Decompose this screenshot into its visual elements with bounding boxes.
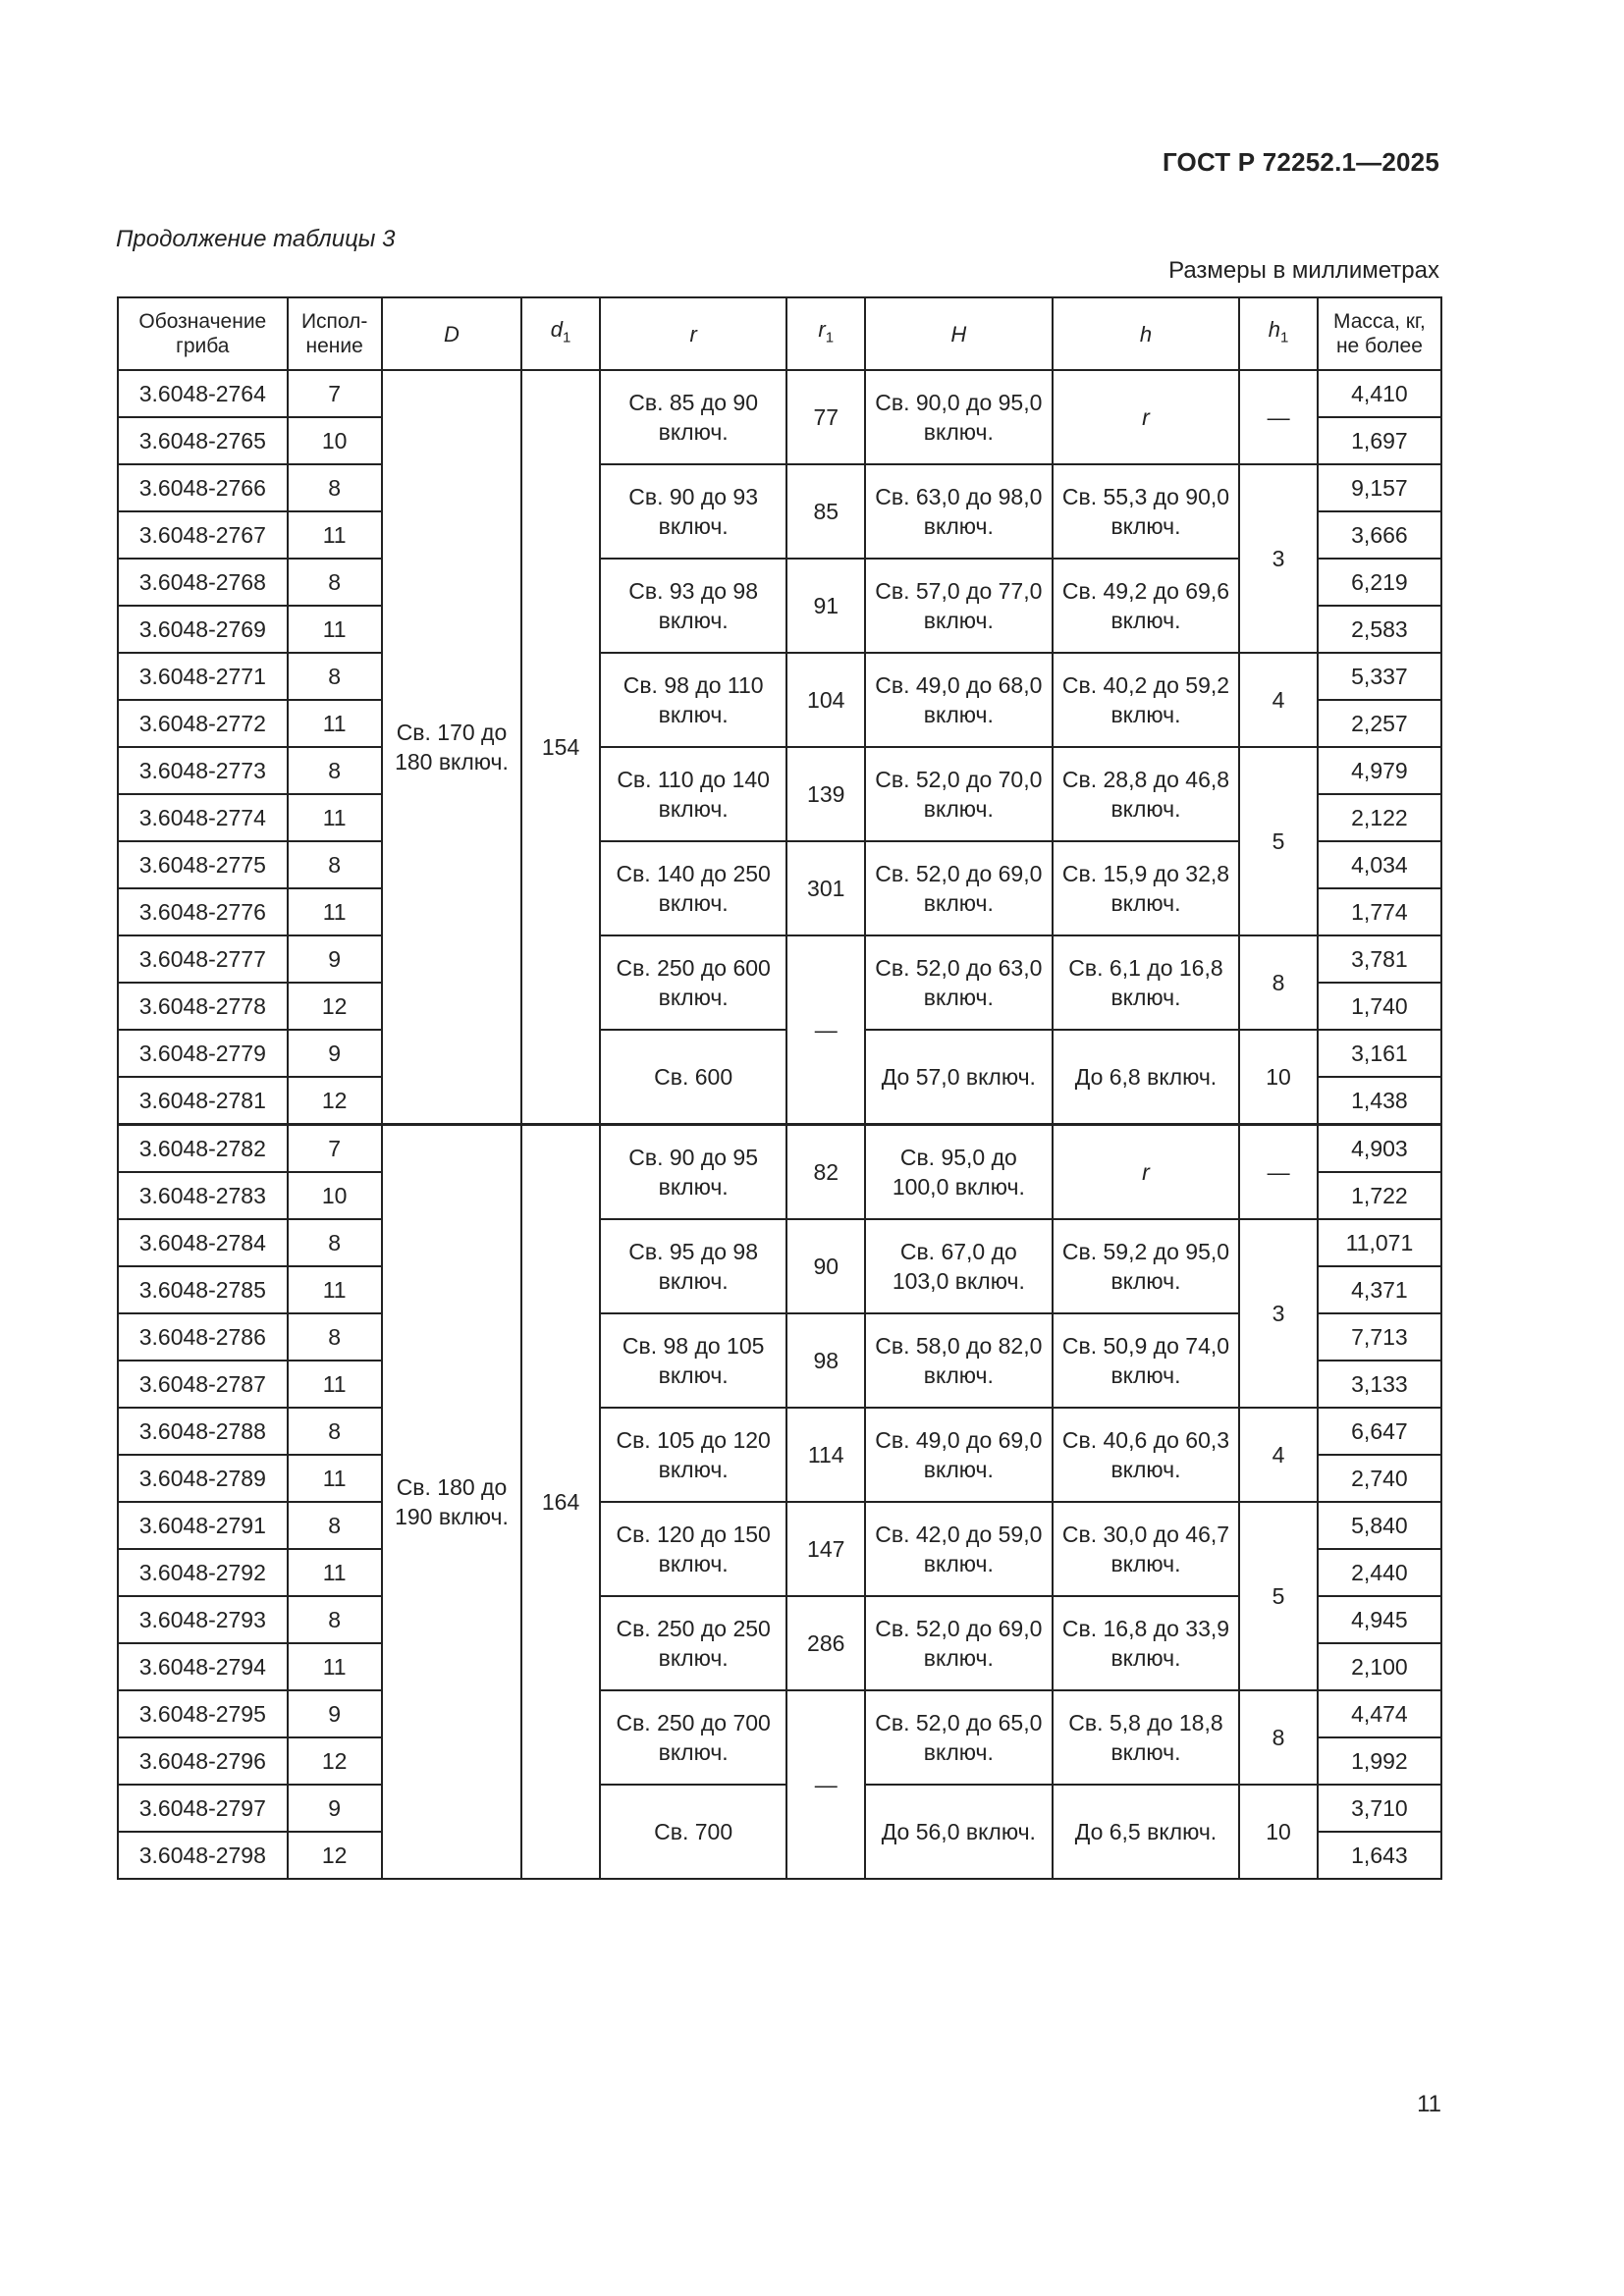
- cell-version: 10: [288, 1172, 382, 1219]
- table-row: [118, 464, 1441, 511]
- table-row: [118, 935, 1441, 983]
- cell-r: Св. 90 до 93 включ.: [600, 464, 787, 559]
- cell-version: 11: [288, 1266, 382, 1313]
- table-row: [118, 1502, 1441, 1549]
- cell-r1: 147: [786, 1502, 865, 1596]
- cell-h1: 4: [1239, 1408, 1318, 1502]
- cell-designation: 3.6048-2797: [118, 1785, 288, 1832]
- cell-h1: 3: [1239, 1219, 1318, 1408]
- cell-r1: —: [786, 1690, 865, 1879]
- cell-h: Св. 6,1 до 16,8 включ.: [1053, 935, 1240, 1030]
- cell-version: 11: [288, 1455, 382, 1502]
- table-row: [118, 747, 1441, 794]
- cell-mass: 5,337: [1318, 653, 1441, 700]
- col-h: h: [1053, 297, 1240, 370]
- table-row: [118, 1690, 1441, 1737]
- cell-designation: 3.6048-2777: [118, 935, 288, 983]
- cell-version: 8: [288, 1502, 382, 1549]
- table-caption: Продолжение таблицы 3: [116, 226, 396, 252]
- table-row: [118, 370, 1441, 417]
- cell-version: 11: [288, 1549, 382, 1596]
- col-r1-letter: r: [818, 317, 826, 343]
- cell-mass: 1,740: [1318, 983, 1441, 1030]
- cell-version: 11: [288, 606, 382, 653]
- cell-designation: 3.6048-2793: [118, 1596, 288, 1643]
- cell-designation: 3.6048-2788: [118, 1408, 288, 1455]
- cell-mass: 9,157: [1318, 464, 1441, 511]
- cell-version: 8: [288, 1408, 382, 1455]
- cell-h1: 4: [1239, 653, 1318, 747]
- cell-designation: 3.6048-2792: [118, 1549, 288, 1596]
- cell-H: Св. 67,0 до 103,0 включ.: [865, 1219, 1053, 1313]
- cell-designation: 3.6048-2784: [118, 1219, 288, 1266]
- cell-r: Св. 105 до 120 включ.: [600, 1408, 787, 1502]
- cell-version: 9: [288, 1690, 382, 1737]
- cell-mass: 1,643: [1318, 1832, 1441, 1879]
- cell-h1: 5: [1239, 1502, 1318, 1690]
- cell-version: 9: [288, 1785, 382, 1832]
- cell-H: Св. 52,0 до 69,0 включ.: [865, 1596, 1053, 1690]
- cell-designation: 3.6048-2776: [118, 888, 288, 935]
- cell-designation: 3.6048-2791: [118, 1502, 288, 1549]
- cell-r: Св. 250 до 250 включ.: [600, 1596, 787, 1690]
- cell-r1: 90: [786, 1219, 865, 1313]
- cell-D: Св. 170 до 180 включ.: [382, 370, 522, 1125]
- cell-version: 11: [288, 794, 382, 841]
- cell-designation: 3.6048-2796: [118, 1737, 288, 1785]
- col-d1-letter: d: [550, 317, 563, 343]
- cell-version: 11: [288, 511, 382, 559]
- cell-designation: 3.6048-2764: [118, 370, 288, 417]
- cell-h: Св. 16,8 до 33,9 включ.: [1053, 1596, 1240, 1690]
- cell-r: Св. 90 до 95 включ.: [600, 1125, 787, 1220]
- cell-designation: 3.6048-2783: [118, 1172, 288, 1219]
- cell-version: 8: [288, 1219, 382, 1266]
- table-row: [118, 1408, 1441, 1455]
- cell-h: Св. 55,3 до 90,0 включ.: [1053, 464, 1240, 559]
- cell-mass: 3,133: [1318, 1361, 1441, 1408]
- cell-version: 9: [288, 935, 382, 983]
- cell-H: Св. 52,0 до 65,0 включ.: [865, 1690, 1053, 1785]
- cell-r1: 82: [786, 1125, 865, 1220]
- cell-version: 7: [288, 1125, 382, 1173]
- cell-mass: 6,647: [1318, 1408, 1441, 1455]
- cell-r: Св. 120 до 150 включ.: [600, 1502, 787, 1596]
- cell-r1: 286: [786, 1596, 865, 1690]
- table-row: [118, 1219, 1441, 1266]
- cell-version: 12: [288, 983, 382, 1030]
- cell-designation: 3.6048-2769: [118, 606, 288, 653]
- cell-r: Св. 600: [600, 1030, 787, 1125]
- cell-r1: 85: [786, 464, 865, 559]
- cell-r1: 139: [786, 747, 865, 841]
- cell-H: Св. 49,0 до 69,0 включ.: [865, 1408, 1053, 1502]
- col-h1: [1239, 297, 1318, 370]
- cell-mass: 4,979: [1318, 747, 1441, 794]
- cell-h: r: [1053, 370, 1240, 464]
- cell-designation: 3.6048-2773: [118, 747, 288, 794]
- cell-version: 10: [288, 417, 382, 464]
- cell-r: Св. 98 до 110 включ.: [600, 653, 787, 747]
- cell-H: Св. 63,0 до 98,0 включ.: [865, 464, 1053, 559]
- cell-version: 8: [288, 841, 382, 888]
- table-header: [118, 297, 1441, 370]
- cell-mass: 3,161: [1318, 1030, 1441, 1077]
- cell-version: 8: [288, 464, 382, 511]
- cell-H: Св. 58,0 до 82,0 включ.: [865, 1313, 1053, 1408]
- cell-r: Св. 250 до 700 включ.: [600, 1690, 787, 1785]
- cell-r: Св. 93 до 98 включ.: [600, 559, 787, 653]
- cell-mass: 2,100: [1318, 1643, 1441, 1690]
- cell-version: 12: [288, 1832, 382, 1879]
- cell-r: Св. 98 до 105 включ.: [600, 1313, 787, 1408]
- cell-h1: —: [1239, 1125, 1318, 1220]
- cell-H: Св. 90,0 до 95,0 включ.: [865, 370, 1053, 464]
- cell-mass: 1,438: [1318, 1077, 1441, 1125]
- cell-h: Св. 15,9 до 32,8 включ.: [1053, 841, 1240, 935]
- cell-designation: 3.6048-2794: [118, 1643, 288, 1690]
- cell-designation: 3.6048-2765: [118, 417, 288, 464]
- cell-designation: 3.6048-2785: [118, 1266, 288, 1313]
- cell-r: Св. 110 до 140 включ.: [600, 747, 787, 841]
- cell-mass: 7,713: [1318, 1313, 1441, 1361]
- cell-mass: 2,740: [1318, 1455, 1441, 1502]
- table-body: [118, 370, 1441, 1879]
- col-D: D: [382, 297, 522, 370]
- cell-d1: 154: [521, 370, 600, 1125]
- cell-h1: 8: [1239, 1690, 1318, 1785]
- cell-version: 12: [288, 1737, 382, 1785]
- col-mass: Масса, кг, не более: [1318, 297, 1441, 370]
- cell-mass: 1,774: [1318, 888, 1441, 935]
- cell-r: Св. 700: [600, 1785, 787, 1879]
- col-r1-subscript: 1: [825, 329, 835, 347]
- cell-version: 7: [288, 370, 382, 417]
- cell-r1: 98: [786, 1313, 865, 1408]
- cell-designation: 3.6048-2772: [118, 700, 288, 747]
- cell-r1: 301: [786, 841, 865, 935]
- col-version: Испол-нение: [288, 297, 382, 370]
- cell-mass: 2,583: [1318, 606, 1441, 653]
- cell-designation: 3.6048-2789: [118, 1455, 288, 1502]
- cell-designation: 3.6048-2787: [118, 1361, 288, 1408]
- cell-h: Св. 40,2 до 59,2 включ.: [1053, 653, 1240, 747]
- cell-designation: 3.6048-2795: [118, 1690, 288, 1737]
- cell-h: Св. 49,2 до 69,6 включ.: [1053, 559, 1240, 653]
- cell-mass: 4,034: [1318, 841, 1441, 888]
- cell-mass: 5,840: [1318, 1502, 1441, 1549]
- cell-r1: 91: [786, 559, 865, 653]
- cell-mass: 3,781: [1318, 935, 1441, 983]
- cell-D: Св. 180 до 190 включ.: [382, 1125, 522, 1880]
- cell-designation: 3.6048-2798: [118, 1832, 288, 1879]
- cell-mass: 4,371: [1318, 1266, 1441, 1313]
- cell-H: До 57,0 включ.: [865, 1030, 1053, 1125]
- cell-H: Св. 95,0 до 100,0 включ.: [865, 1125, 1053, 1220]
- cell-r1: 77: [786, 370, 865, 464]
- cell-h: Св. 59,2 до 95,0 включ.: [1053, 1219, 1240, 1313]
- cell-mass: 2,440: [1318, 1549, 1441, 1596]
- table-row: [118, 1030, 1441, 1077]
- cell-h: r: [1053, 1125, 1240, 1220]
- col-designation: Обозначение гриба: [118, 297, 288, 370]
- col-r: r: [600, 297, 787, 370]
- cell-r1: 104: [786, 653, 865, 747]
- cell-version: 8: [288, 747, 382, 794]
- cell-h: Св. 50,9 до 74,0 включ.: [1053, 1313, 1240, 1408]
- cell-H: До 56,0 включ.: [865, 1785, 1053, 1879]
- page-number: 11: [1417, 2091, 1441, 2117]
- cell-designation: 3.6048-2766: [118, 464, 288, 511]
- cell-h1: 10: [1239, 1030, 1318, 1125]
- cell-designation: 3.6048-2767: [118, 511, 288, 559]
- cell-H: Св. 57,0 до 77,0 включ.: [865, 559, 1053, 653]
- cell-h: Св. 40,6 до 60,3 включ.: [1053, 1408, 1240, 1502]
- cell-version: 11: [288, 700, 382, 747]
- cell-mass: 2,122: [1318, 794, 1441, 841]
- cell-d1: 164: [521, 1125, 600, 1880]
- cell-designation: 3.6048-2781: [118, 1077, 288, 1125]
- cell-mass: 1,697: [1318, 417, 1441, 464]
- cell-designation: 3.6048-2778: [118, 983, 288, 1030]
- cell-mass: 3,666: [1318, 511, 1441, 559]
- cell-H: Св. 52,0 до 70,0 включ.: [865, 747, 1053, 841]
- cell-r: Св. 140 до 250 включ.: [600, 841, 787, 935]
- cell-designation: 3.6048-2768: [118, 559, 288, 606]
- table-row: [118, 1785, 1441, 1832]
- cell-H: Св. 52,0 до 63,0 включ.: [865, 935, 1053, 1030]
- table-row: [118, 1125, 1441, 1173]
- cell-h: Св. 5,8 до 18,8 включ.: [1053, 1690, 1240, 1785]
- cell-h: До 6,5 включ.: [1053, 1785, 1240, 1879]
- cell-h1: 3: [1239, 464, 1318, 653]
- specification-table: [117, 296, 1442, 1880]
- cell-designation: 3.6048-2771: [118, 653, 288, 700]
- cell-mass: 4,474: [1318, 1690, 1441, 1737]
- cell-version: 11: [288, 1643, 382, 1690]
- cell-h: Св. 30,0 до 46,7 включ.: [1053, 1502, 1240, 1596]
- cell-mass: 4,903: [1318, 1125, 1441, 1173]
- cell-h1: 5: [1239, 747, 1318, 935]
- cell-r1: 114: [786, 1408, 865, 1502]
- cell-h1: 10: [1239, 1785, 1318, 1879]
- cell-h1: —: [1239, 370, 1318, 464]
- cell-r: Св. 250 до 600 включ.: [600, 935, 787, 1030]
- cell-mass: 6,219: [1318, 559, 1441, 606]
- cell-version: 11: [288, 888, 382, 935]
- cell-h: До 6,8 включ.: [1053, 1030, 1240, 1125]
- cell-mass: 1,992: [1318, 1737, 1441, 1785]
- cell-r: Св. 95 до 98 включ.: [600, 1219, 787, 1313]
- table-row: [118, 653, 1441, 700]
- cell-H: Св. 49,0 до 68,0 включ.: [865, 653, 1053, 747]
- cell-version: 8: [288, 559, 382, 606]
- cell-mass: 4,410: [1318, 370, 1441, 417]
- cell-version: 8: [288, 1313, 382, 1361]
- cell-version: 8: [288, 653, 382, 700]
- cell-r1: —: [786, 935, 865, 1125]
- col-h1-letter: h: [1268, 317, 1281, 343]
- cell-r: Св. 85 до 90 включ.: [600, 370, 787, 464]
- cell-mass: 4,945: [1318, 1596, 1441, 1643]
- document-code: ГОСТ Р 72252.1—2025: [1162, 147, 1439, 177]
- cell-H: Св. 52,0 до 69,0 включ.: [865, 841, 1053, 935]
- cell-mass: 2,257: [1318, 700, 1441, 747]
- col-r1: [786, 297, 865, 370]
- col-d1-subscript: 1: [563, 329, 571, 347]
- col-H: H: [865, 297, 1053, 370]
- cell-mass: 3,710: [1318, 1785, 1441, 1832]
- units-note: Размеры в миллиметрах: [1168, 257, 1439, 284]
- cell-version: 12: [288, 1077, 382, 1125]
- cell-designation: 3.6048-2774: [118, 794, 288, 841]
- cell-h1: 8: [1239, 935, 1318, 1030]
- cell-version: 11: [288, 1361, 382, 1408]
- cell-designation: 3.6048-2775: [118, 841, 288, 888]
- cell-mass: 1,722: [1318, 1172, 1441, 1219]
- cell-mass: 11,071: [1318, 1219, 1441, 1266]
- cell-H: Св. 42,0 до 59,0 включ.: [865, 1502, 1053, 1596]
- cell-designation: 3.6048-2779: [118, 1030, 288, 1077]
- cell-version: 8: [288, 1596, 382, 1643]
- col-d1: [521, 297, 600, 370]
- cell-version: 9: [288, 1030, 382, 1077]
- cell-designation: 3.6048-2786: [118, 1313, 288, 1361]
- cell-h: Св. 28,8 до 46,8 включ.: [1053, 747, 1240, 841]
- col-h1-subscript: 1: [1280, 329, 1289, 347]
- cell-designation: 3.6048-2782: [118, 1125, 288, 1173]
